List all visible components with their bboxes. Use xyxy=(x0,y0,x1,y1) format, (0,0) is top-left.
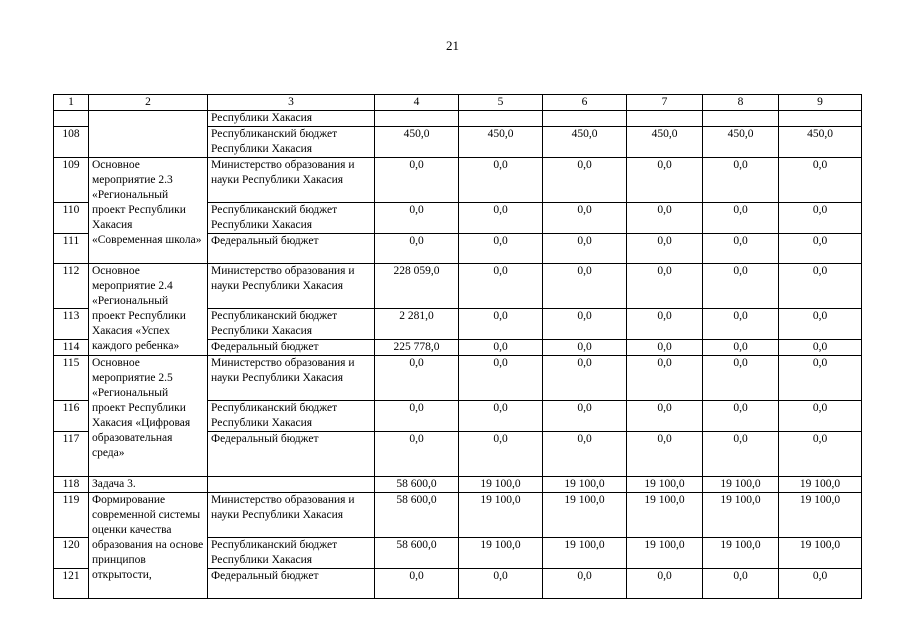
value-cell: 19 100,0 xyxy=(627,493,703,538)
page-number: 21 xyxy=(446,38,459,53)
table-row xyxy=(54,158,862,203)
value-cell: 0,0 xyxy=(459,356,543,401)
funding-source: Министерство образования и науки Республики Хакасия xyxy=(208,158,375,203)
value-cell: 19 100,0 xyxy=(627,538,703,569)
value-cell xyxy=(543,111,627,127)
value-cell: 0,0 xyxy=(459,234,543,264)
table-row xyxy=(54,111,862,127)
value-cell: 450,0 xyxy=(627,127,703,158)
value-cell: 0,0 xyxy=(779,158,862,203)
funding-source: Министерство образования и науки Республики Хакасия xyxy=(208,493,375,538)
row-number: 109 xyxy=(54,158,89,203)
value-cell: 0,0 xyxy=(703,356,779,401)
row-number: 113 xyxy=(54,309,89,340)
row-number: 120 xyxy=(54,538,89,569)
value-cell: 0,0 xyxy=(779,432,862,477)
value-cell: 450,0 xyxy=(375,127,459,158)
event-name xyxy=(89,111,208,158)
value-cell: 0,0 xyxy=(703,158,779,203)
value-cell: 0,0 xyxy=(375,356,459,401)
funding-source: Республиканский бюджет Республики Хакасия xyxy=(208,203,375,234)
funding-source: Республиканский бюджет Республики Хакасия xyxy=(208,401,375,432)
value-cell: 0,0 xyxy=(703,264,779,309)
header-cell: 8 xyxy=(703,95,779,111)
value-cell: 0,0 xyxy=(459,401,543,432)
value-cell: 0,0 xyxy=(543,432,627,477)
value-cell: 450,0 xyxy=(703,127,779,158)
funding-source: Республиканский бюджет Республики Хакасия xyxy=(208,309,375,340)
value-cell: 0,0 xyxy=(627,309,703,340)
value-cell: 0,0 xyxy=(543,569,627,599)
value-cell: 19 100,0 xyxy=(779,538,862,569)
row-number: 112 xyxy=(54,264,89,309)
header-cell: 6 xyxy=(543,95,627,111)
value-cell: 19 100,0 xyxy=(543,477,627,493)
value-cell: 0,0 xyxy=(627,432,703,477)
value-cell: 19 100,0 xyxy=(459,493,543,538)
value-cell: 19 100,0 xyxy=(779,493,862,538)
value-cell: 0,0 xyxy=(703,234,779,264)
value-cell: 19 100,0 xyxy=(627,477,703,493)
value-cell: 0,0 xyxy=(543,309,627,340)
funding-source: Федеральный бюджет xyxy=(208,432,375,477)
value-cell: 0,0 xyxy=(375,401,459,432)
value-cell: 0,0 xyxy=(543,203,627,234)
header-cell: 9 xyxy=(779,95,862,111)
value-cell: 0,0 xyxy=(627,340,703,356)
value-cell: 0,0 xyxy=(627,356,703,401)
table-row xyxy=(54,477,862,493)
funding-source: Республиканский бюджет Республики Хакасия xyxy=(208,127,375,158)
funding-source: Министерство образования и науки Республики Хакасия xyxy=(208,264,375,309)
event-name: Основное мероприятие 2.3 «Региональный проект Республики Хакасия «Современная школа» xyxy=(89,158,208,264)
funding-source: Республиканский бюджет Республики Хакасия xyxy=(208,538,375,569)
value-cell: 19 100,0 xyxy=(459,538,543,569)
value-cell: 0,0 xyxy=(459,264,543,309)
value-cell: 0,0 xyxy=(375,158,459,203)
value-cell: 19 100,0 xyxy=(459,477,543,493)
value-cell: 0,0 xyxy=(627,158,703,203)
funding-source: Федеральный бюджет xyxy=(208,234,375,264)
value-cell: 58 600,0 xyxy=(375,493,459,538)
value-cell: 2 281,0 xyxy=(375,309,459,340)
value-cell: 0,0 xyxy=(459,569,543,599)
value-cell: 19 100,0 xyxy=(543,538,627,569)
header-cell: 1 xyxy=(54,95,89,111)
row-number: 118 xyxy=(54,477,89,493)
row-number: 108 xyxy=(54,127,89,158)
table-row xyxy=(54,493,862,538)
row-number: 110 xyxy=(54,203,89,234)
table-row xyxy=(54,356,862,401)
value-cell: 0,0 xyxy=(779,234,862,264)
value-cell: 0,0 xyxy=(375,432,459,477)
value-cell: 19 100,0 xyxy=(779,477,862,493)
value-cell: 0,0 xyxy=(375,203,459,234)
value-cell: 0,0 xyxy=(703,203,779,234)
value-cell: 0,0 xyxy=(703,401,779,432)
event-name: Основное мероприятие 2.4 «Региональный проект Республики Хакасия «Успех каждого ребенка» xyxy=(89,264,208,356)
value-cell xyxy=(703,111,779,127)
value-cell: 0,0 xyxy=(779,264,862,309)
event-name: Основное мероприятие 2.5 «Региональный проект Республики Хакасия «Цифровая образовательная среда» xyxy=(89,356,208,477)
value-cell: 0,0 xyxy=(459,203,543,234)
value-cell xyxy=(459,111,543,127)
value-cell: 0,0 xyxy=(627,234,703,264)
value-cell: 450,0 xyxy=(779,127,862,158)
value-cell: 0,0 xyxy=(627,569,703,599)
value-cell: 0,0 xyxy=(703,340,779,356)
value-cell: 450,0 xyxy=(459,127,543,158)
value-cell: 450,0 xyxy=(543,127,627,158)
value-cell xyxy=(375,111,459,127)
row-number xyxy=(54,111,89,127)
value-cell: 0,0 xyxy=(779,356,862,401)
header-cell: 3 xyxy=(208,95,375,111)
table-row xyxy=(54,264,862,309)
funding-source: Министерство образования и науки Республики Хакасия xyxy=(208,356,375,401)
value-cell: 0,0 xyxy=(543,356,627,401)
header-cell: 4 xyxy=(375,95,459,111)
funding-source: Федеральный бюджет xyxy=(208,569,375,599)
value-cell: 0,0 xyxy=(459,432,543,477)
budget-table xyxy=(53,94,862,599)
value-cell: 0,0 xyxy=(375,234,459,264)
value-cell: 0,0 xyxy=(543,401,627,432)
value-cell: 228 059,0 xyxy=(375,264,459,309)
value-cell: 0,0 xyxy=(543,234,627,264)
row-number: 121 xyxy=(54,569,89,599)
value-cell: 19 100,0 xyxy=(703,538,779,569)
value-cell: 0,0 xyxy=(779,309,862,340)
table-header-row xyxy=(54,95,862,111)
value-cell: 0,0 xyxy=(375,569,459,599)
value-cell: 0,0 xyxy=(543,340,627,356)
header-cell: 2 xyxy=(89,95,208,111)
funding-source: Республики Хакасия xyxy=(208,111,375,127)
value-cell: 0,0 xyxy=(627,203,703,234)
value-cell: 0,0 xyxy=(627,401,703,432)
value-cell: 0,0 xyxy=(459,309,543,340)
value-cell: 0,0 xyxy=(703,569,779,599)
value-cell: 0,0 xyxy=(543,158,627,203)
value-cell: 0,0 xyxy=(779,401,862,432)
value-cell: 0,0 xyxy=(459,158,543,203)
event-name: Формирование современной системы оценки качества образования на основе принципов открытости, xyxy=(89,493,208,599)
funding-source xyxy=(208,477,375,493)
row-number: 117 xyxy=(54,432,89,477)
value-cell: 58 600,0 xyxy=(375,477,459,493)
value-cell: 0,0 xyxy=(459,340,543,356)
row-number: 111 xyxy=(54,234,89,264)
value-cell: 19 100,0 xyxy=(703,477,779,493)
event-name: Задача 3. xyxy=(89,477,208,493)
value-cell: 0,0 xyxy=(779,569,862,599)
value-cell: 19 100,0 xyxy=(543,493,627,538)
value-cell: 58 600,0 xyxy=(375,538,459,569)
row-number: 115 xyxy=(54,356,89,401)
value-cell xyxy=(627,111,703,127)
value-cell: 0,0 xyxy=(703,432,779,477)
row-number: 116 xyxy=(54,401,89,432)
row-number: 114 xyxy=(54,340,89,356)
value-cell: 225 778,0 xyxy=(375,340,459,356)
value-cell: 0,0 xyxy=(543,264,627,309)
value-cell: 0,0 xyxy=(779,340,862,356)
row-number: 119 xyxy=(54,493,89,538)
value-cell: 0,0 xyxy=(779,203,862,234)
value-cell: 0,0 xyxy=(627,264,703,309)
header-cell: 5 xyxy=(459,95,543,111)
value-cell: 0,0 xyxy=(703,309,779,340)
header-cell: 7 xyxy=(627,95,703,111)
value-cell xyxy=(779,111,862,127)
funding-source: Федеральный бюджет xyxy=(208,340,375,356)
value-cell: 19 100,0 xyxy=(703,493,779,538)
